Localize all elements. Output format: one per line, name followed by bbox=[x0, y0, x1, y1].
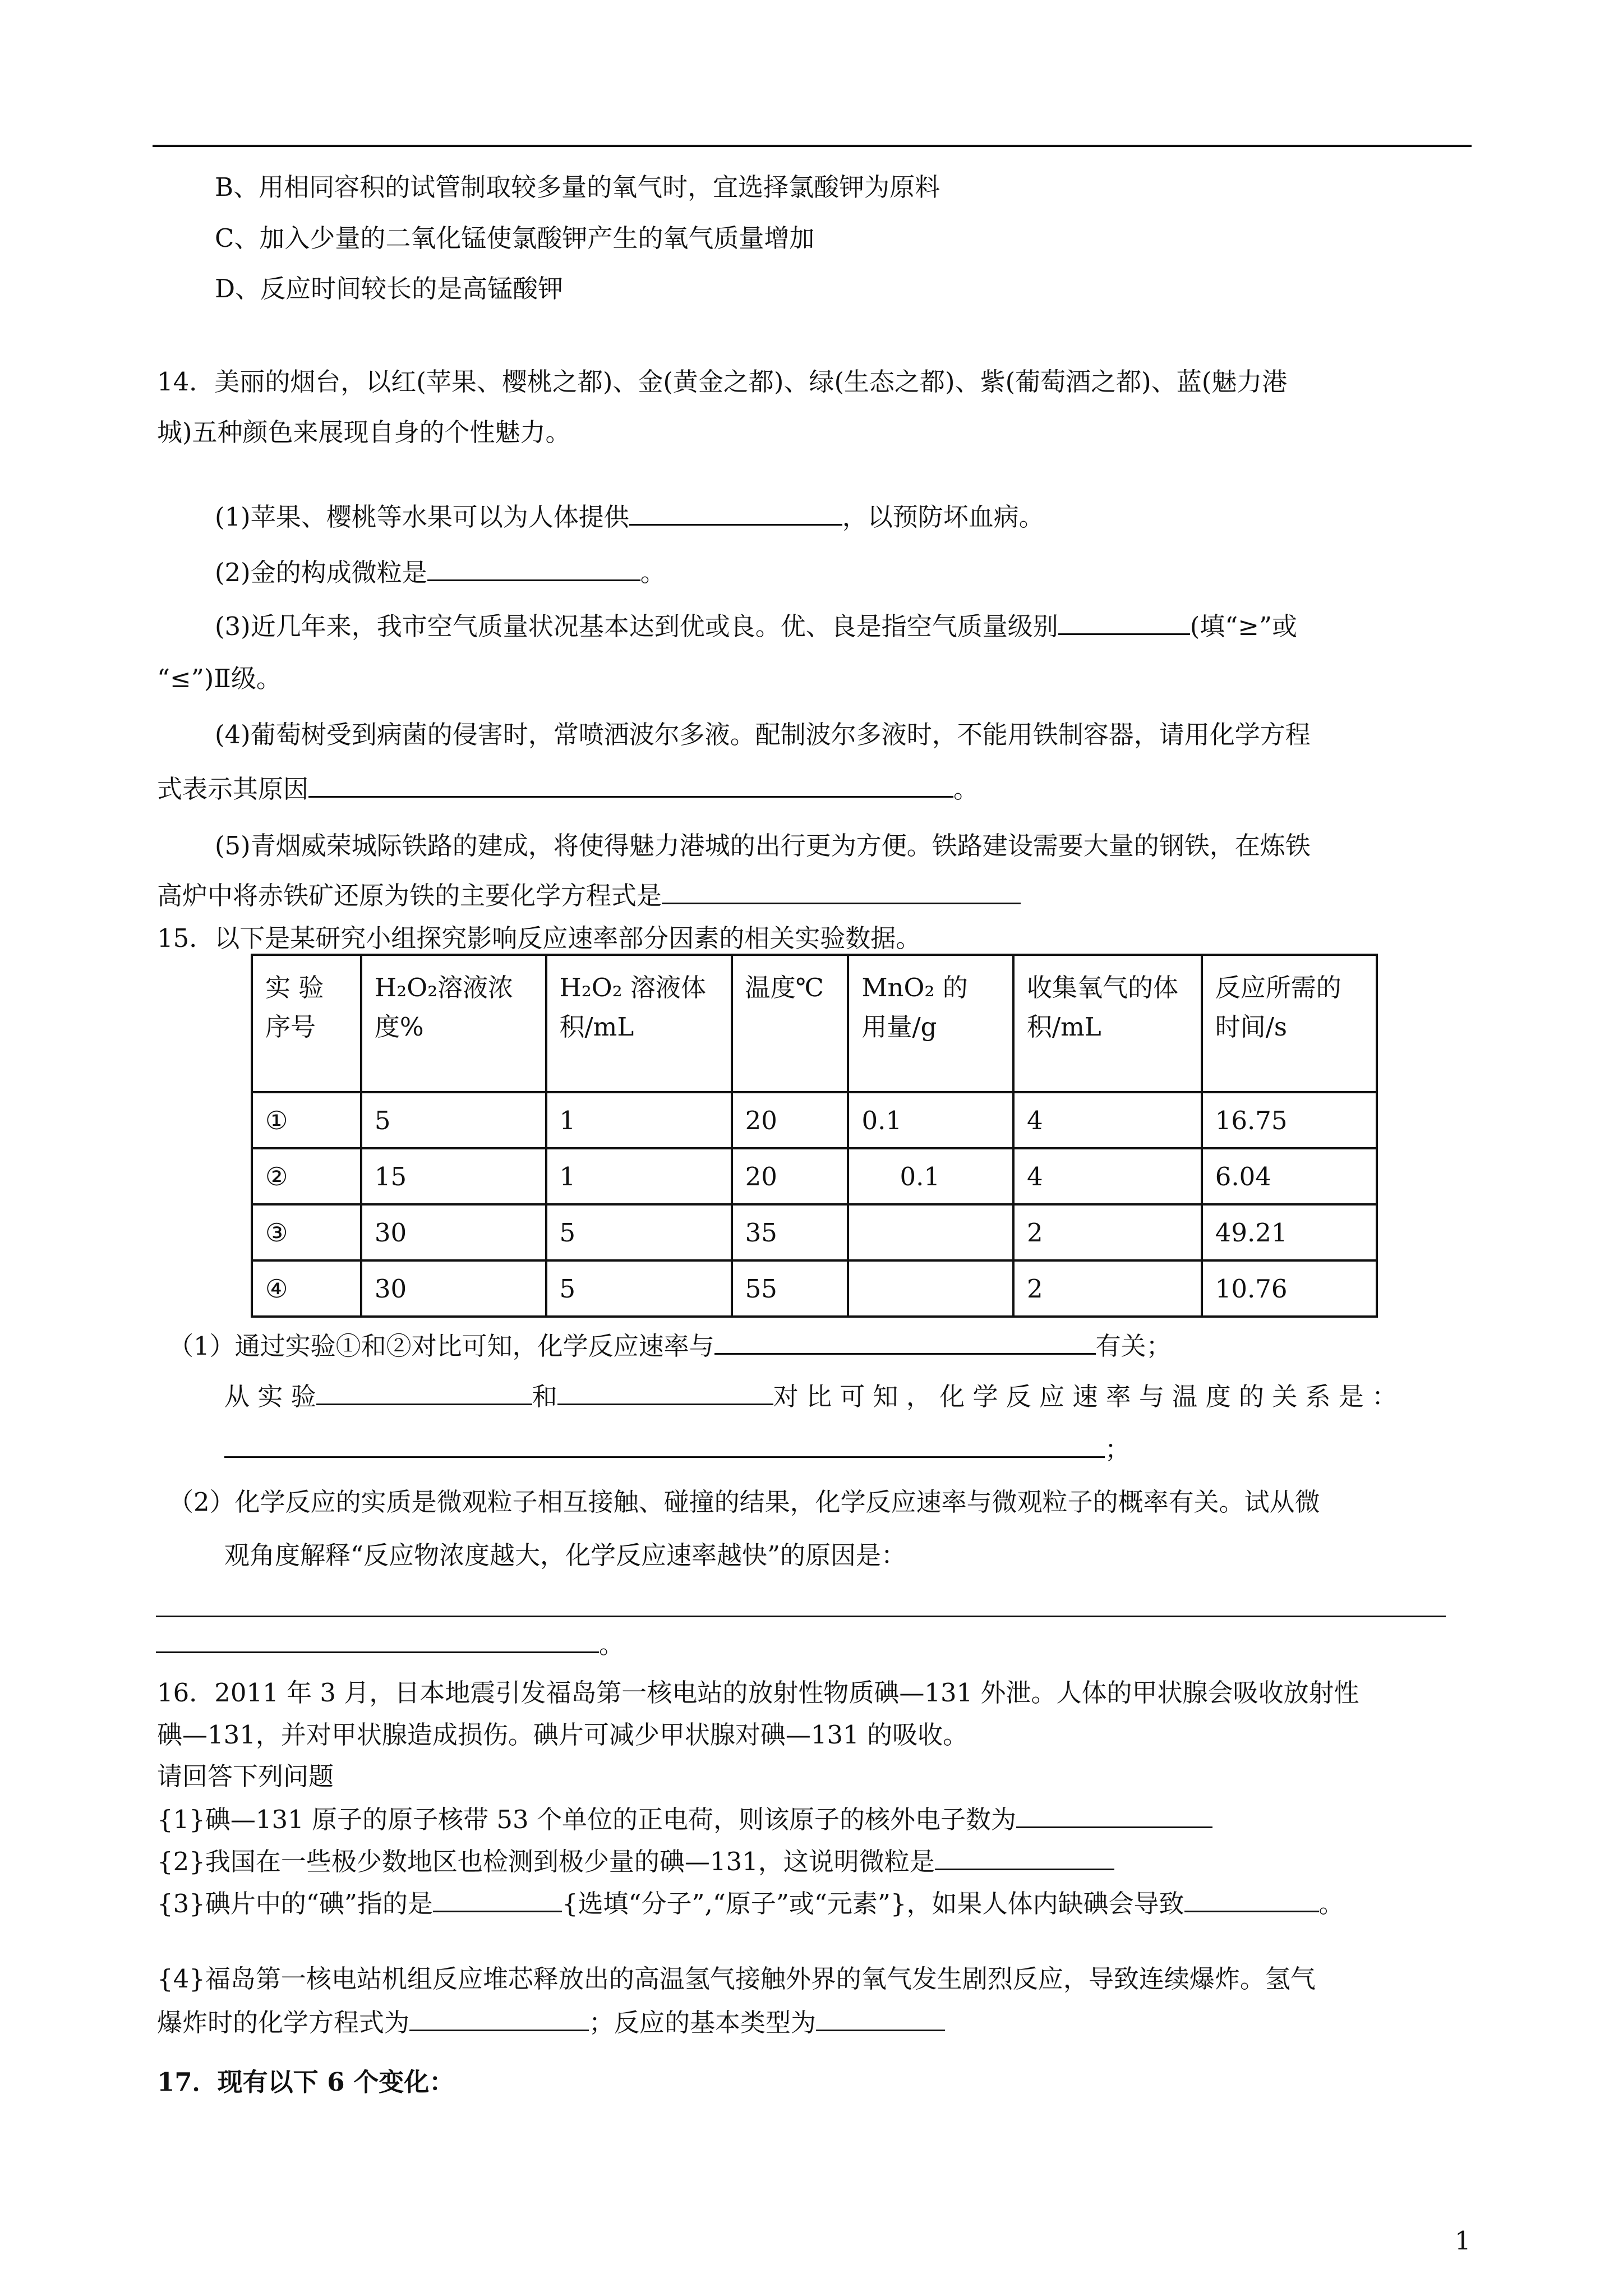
q14-part3-text: (3)近几年来，我市空气质量状况基本达到优或良。优、良是指空气质量级别 bbox=[215, 611, 1058, 641]
table-row bbox=[252, 1148, 1377, 1204]
table-header-cell: 实 验 序号 bbox=[252, 955, 361, 1092]
q14-part1-blank[interactable] bbox=[629, 499, 842, 526]
q16-part3-tail: 。 bbox=[1318, 1889, 1344, 1918]
q14-part1 bbox=[215, 499, 1044, 534]
table-cell: 20 bbox=[732, 1148, 849, 1204]
q16-part4-blank1[interactable] bbox=[409, 2005, 589, 2031]
table-cell: 5 bbox=[546, 1204, 732, 1260]
q15-part2-answer-line1[interactable] bbox=[156, 1616, 1446, 1617]
table-cell: 30 bbox=[361, 1260, 546, 1317]
q14-part4-line1: (4)葡萄树受到病菌的侵害时，常喷洒波尔多液。配制波尔多液时，不能用铁制容器，请用化学方程 bbox=[215, 720, 1311, 749]
table-cell: 55 bbox=[732, 1260, 849, 1317]
q15-part1-tail: 有关； bbox=[1095, 1331, 1172, 1361]
table-cell bbox=[848, 1204, 1013, 1260]
q16-part3-blank2[interactable] bbox=[1184, 1886, 1319, 1912]
table-cell: 49.21 bbox=[1202, 1204, 1377, 1260]
table-cell: ④ bbox=[252, 1260, 361, 1317]
q14-stem-line2: 城)五种颜色来展现自身的个性魅力。 bbox=[157, 417, 571, 447]
table-cell: 2 bbox=[1013, 1204, 1202, 1260]
q15-stem: 15．以下是某研究小组探究影响反应速率部分因素的相关实验数据。 bbox=[157, 923, 921, 953]
q14-part2-text: (2)金的构成微粒是 bbox=[215, 558, 427, 587]
q15-part1-text2: 从 实 验 bbox=[224, 1382, 316, 1411]
q14-part2-blank[interactable] bbox=[427, 555, 640, 581]
q14-part2-tail: 。 bbox=[640, 558, 666, 587]
q16-part4-text2: ；反应的基本类型为 bbox=[589, 2008, 817, 2037]
q16-part1 bbox=[157, 1802, 1212, 1837]
q14-part3 bbox=[215, 609, 1297, 643]
q15-part1-blank4[interactable] bbox=[224, 1432, 1105, 1458]
q15-part2-answer-line2 bbox=[156, 1627, 624, 1662]
table-row bbox=[252, 1204, 1377, 1260]
table-cell: ③ bbox=[252, 1204, 361, 1260]
q14-part1-text: (1)苹果、樱桃等水果可以为人体提供 bbox=[215, 502, 629, 532]
table-cell: ① bbox=[252, 1092, 361, 1148]
q16-part1-text: {1}碘—131 原子的原子核带 53 个单位的正电荷，则该原子的核外电子数为 bbox=[157, 1805, 1016, 1834]
q13-option-b: B、用相同容积的试管制取较多量的氧气时，宜选择氯酸钾为原料 bbox=[215, 172, 940, 202]
table-cell: 30 bbox=[361, 1204, 546, 1260]
table-cell: 10.76 bbox=[1202, 1260, 1377, 1317]
q16-part3-blank1[interactable] bbox=[433, 1886, 562, 1912]
q14-stem-line1: 14．美丽的烟台，以红(苹果、樱桃之都)、金(黄金之都)、绿(生态之都)、紫(葡萄酒之都)、蓝(魅力港 bbox=[157, 367, 1288, 397]
q15-part2-line1: （2）化学反应的实质是微观粒子相互接触、碰撞的结果，化学反应速率与微观粒子的概率有关。试从微 bbox=[168, 1487, 1320, 1517]
q16-part3 bbox=[157, 1886, 1344, 1921]
q16-stem-line2: 碘—131，并对甲状腺造成损伤。碘片可减少甲状腺对碘—131 的吸收。 bbox=[157, 1720, 969, 1750]
table-cell: 16.75 bbox=[1202, 1092, 1377, 1148]
q15-part2-tail: 。 bbox=[599, 1630, 625, 1659]
table-header-cell: H₂O₂ 溶液体积/mL bbox=[546, 955, 732, 1092]
q13-option-d: D、反应时间较长的是高锰酸钾 bbox=[215, 274, 564, 303]
table-cell: 5 bbox=[546, 1260, 732, 1317]
q16-part2-blank[interactable] bbox=[935, 1844, 1114, 1870]
q16-part2-text: {2}我国在一些极少数地区也检测到极少量的碘—131，这说明微粒是 bbox=[157, 1847, 935, 1876]
q15-part2-blank[interactable] bbox=[156, 1627, 599, 1653]
q14-part3-line2: “≤”)Ⅱ级。 bbox=[157, 664, 282, 693]
q14-part5-line2 bbox=[157, 878, 1021, 913]
q16-part4-line2 bbox=[157, 2005, 945, 2040]
q14-part5-text: 高炉中将赤铁矿还原为铁的主要化学方程式是 bbox=[157, 881, 662, 910]
q16-stem-line1: 16．2011 年 3 月，日本地震引发福岛第一核电站的放射性物质碘—131 外泄。人体的甲状腺会吸收放射性 bbox=[157, 1678, 1359, 1708]
q15-part1-line3 bbox=[224, 1432, 1130, 1466]
q16-part1-blank[interactable] bbox=[1016, 1802, 1212, 1828]
table-header-cell: 收集氧气的体积/mL bbox=[1013, 955, 1202, 1092]
table-header-cell: 温度℃ bbox=[732, 955, 849, 1092]
page-number: 1 bbox=[1455, 2226, 1471, 2256]
q16-part4-blank2[interactable] bbox=[816, 2005, 945, 2031]
q14-part1-tail: ，以预防坏血病。 bbox=[842, 502, 1044, 532]
q15-part2-line2: 观角度解释“反应物浓度越大，化学反应速率越快”的原因是： bbox=[224, 1540, 907, 1570]
table-cell: 6.04 bbox=[1202, 1148, 1377, 1204]
q15-part1-text: （1）通过实验①和②对比可知，化学反应速率与 bbox=[168, 1331, 714, 1361]
q15-part1-line2 bbox=[224, 1379, 1397, 1414]
q16-part4-text: 爆炸时的化学方程式为 bbox=[157, 2008, 410, 2037]
table-row bbox=[252, 1092, 1377, 1148]
table-cell: 4 bbox=[1013, 1092, 1202, 1148]
q13-option-c: C、加入少量的二氧化锰使氯酸钾产生的氧气质量增加 bbox=[215, 223, 815, 253]
table-header-cell: MnO₂ 的 用量/g bbox=[848, 955, 1013, 1092]
header-rule bbox=[153, 145, 1472, 147]
q14-part3-blank[interactable] bbox=[1058, 609, 1190, 635]
q16-part4-line1: {4}福岛第一核电站机组反应堆芯释放出的高温氢气接触外界的氧气发生剧烈反应，导致连续爆炸。氢气 bbox=[157, 1964, 1316, 1994]
q15-part1-blank3[interactable] bbox=[557, 1379, 773, 1405]
table-header-cell: H₂O₂溶液浓度% bbox=[361, 955, 546, 1092]
q15-part1-semicolon: ； bbox=[1105, 1434, 1131, 1464]
table-cell: ② bbox=[252, 1148, 361, 1204]
table-cell: 0.1 bbox=[848, 1092, 1013, 1148]
q14-part5-line1: (5)青烟威荣城际铁路的建成，将使得魅力港城的出行更为方便。铁路建设需要大量的钢铁，在炼铁 bbox=[215, 831, 1311, 861]
q15-part1-line1 bbox=[168, 1328, 1172, 1363]
table-cell: 1 bbox=[546, 1092, 732, 1148]
table-cell bbox=[848, 1260, 1013, 1317]
q14-part4-text: 式表示其原因 bbox=[157, 774, 309, 804]
q14-part2 bbox=[215, 555, 666, 590]
table-cell: 0.1 bbox=[848, 1148, 1013, 1204]
table-header-row bbox=[252, 955, 1377, 1092]
q17-stem: 17．现有以下 6 个变化： bbox=[157, 2067, 455, 2097]
q15-part1-blank[interactable] bbox=[714, 1328, 1096, 1355]
table-row bbox=[252, 1260, 1377, 1317]
q14-part4-blank[interactable] bbox=[308, 771, 953, 798]
q16-part2 bbox=[157, 1844, 1114, 1879]
q16-part3-text2: {选填“分子”,“原子”或“元素”}，如果人体内缺碘会导致 bbox=[561, 1889, 1184, 1918]
q14-part5-blank[interactable] bbox=[662, 878, 1021, 904]
table-cell: 2 bbox=[1013, 1260, 1202, 1317]
q15-part1-text3: 对 比 可 知 ， 化 学 反 应 速 率 与 温 度 的 关 系 是 ： bbox=[773, 1382, 1398, 1411]
table-cell: 1 bbox=[546, 1148, 732, 1204]
q16-stem-line3: 请回答下列问题 bbox=[157, 1761, 334, 1791]
table-cell: 35 bbox=[732, 1204, 849, 1260]
table-cell: 5 bbox=[361, 1092, 546, 1148]
q14-part3-tail: (填“≥”或 bbox=[1189, 611, 1298, 641]
table-cell: 15 bbox=[361, 1148, 546, 1204]
q16-part3-text: {3}碘片中的“碘”指的是 bbox=[157, 1889, 433, 1918]
table-cell: 4 bbox=[1013, 1148, 1202, 1204]
q15-part1-and: 和 bbox=[532, 1382, 557, 1411]
q14-part4-line2 bbox=[157, 771, 979, 806]
table-cell: 20 bbox=[732, 1092, 849, 1148]
experiment-table bbox=[251, 954, 1378, 1318]
table-header-cell: 反应所需的时间/s bbox=[1202, 955, 1377, 1092]
q15-part1-blank2[interactable] bbox=[316, 1379, 532, 1405]
q14-part4-tail: 。 bbox=[953, 774, 979, 804]
